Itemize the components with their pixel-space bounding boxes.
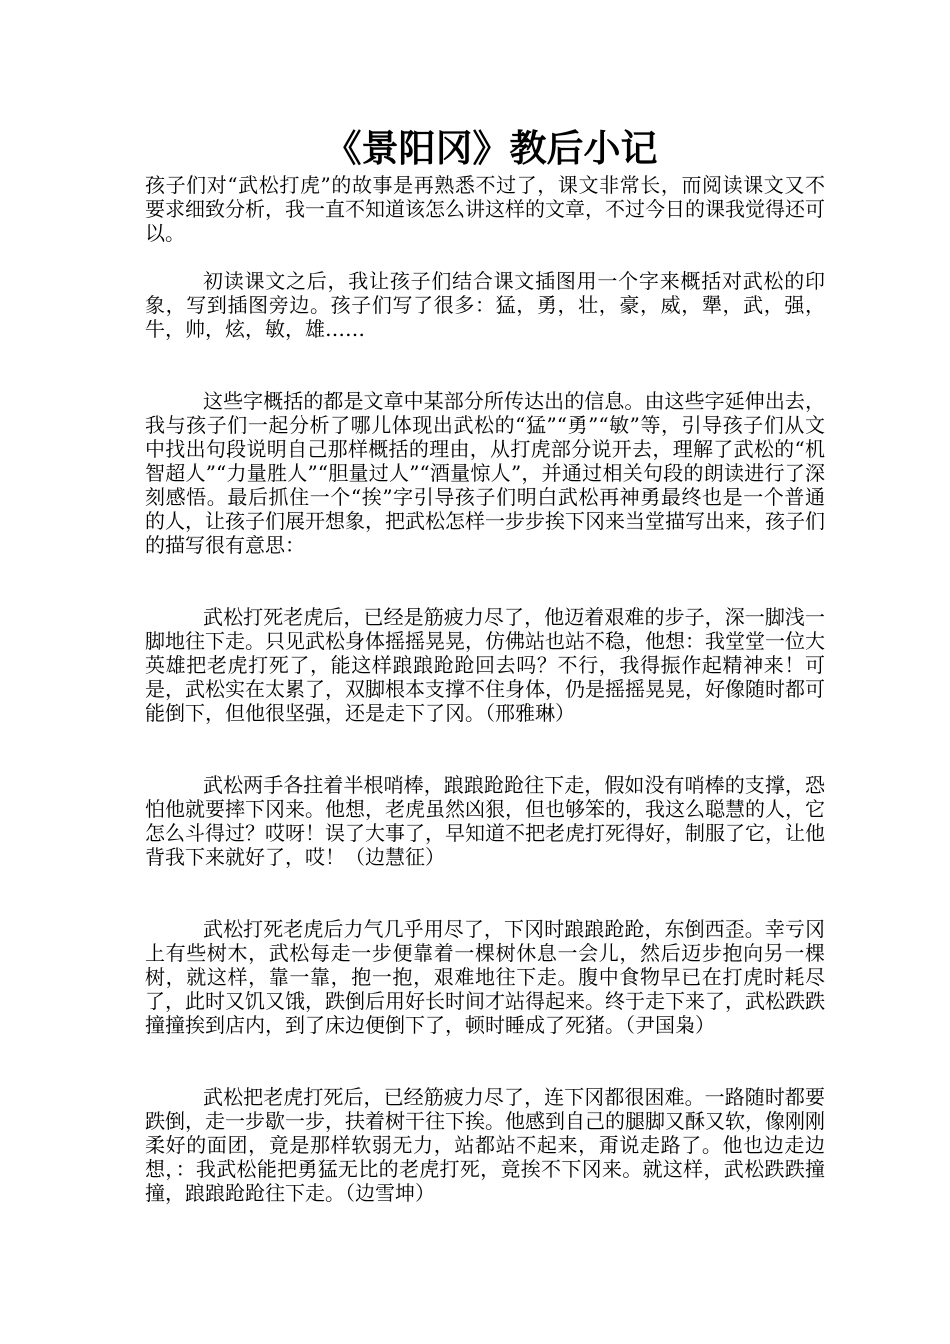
paragraph-student-writing-4: 武松把老虎打死后，已经筋疲力尽了，连下冈都很困难。一路随时都要跌倒，走一步歇一步，扶着树干往下挨。他感到自己的腿脚又酥又软，像刚刚柔好的面团，竟是那样软弱无力，站都站不起来，甭说走路了。他也边走边想，：我武松能把勇猛无比的老虎打死，竟挨不下冈来。就这样，武松跌跌撞撞，踉踉跄跄往下走。（边雪坤）: [145, 1085, 825, 1205]
paragraph-intro: 孩子们对“武松打虎”的故事是再熟悉不过了，课文非常长，而阅读课文又不要求细致分析，我一直不知道该怎么讲这样的文章，不过今日的课我觉得还可以。: [145, 173, 825, 245]
paragraph-analysis: 这些字概括的都是文章中某部分所传达出的信息。由这些字延伸出去，我与孩子们一起分析了哪儿体现出武松的“猛”“勇”“敏”等，引导孩子们从文中找出句段说明自己那样概括的理由，从打虎部分说开去，理解了武松的“机智超人”“力量胜人”“胆量过人”“酒量惊人”，并通过相关句段的朗读进行了深刻感悟。最后抓住一个“挨”字引导孩子们明白武松再神勇最终也是一个普通的人，让孩子们展开想象，把武松怎样一步步挨下冈来当堂描写出来，孩子们的描写很有意思：: [145, 389, 825, 557]
paragraph-student-writing-1: 武松打死老虎后，已经是筋疲力尽了，他迈着艰难的步子，深一脚浅一脚地往下走。只见武松身体摇摇晃晃，仿佛站也站不稳，他想：我堂堂一位大英雄把老虎打死了，能这样踉踉跄跄回去吗？不行，我得振作起精神来！可是，武松实在太累了，双脚根本支撑不住身体，仍是摇摇晃晃，好像随时都可能倒下，但他很坚强，还是走下了冈。（邢雅琳）: [145, 605, 825, 725]
document-page: [145, 125, 825, 1253]
document-title: 《景阳冈》教后小记: [324, 127, 658, 170]
paragraph-student-writing-2: 武松两手各拄着半根哨棒，踉踉跄跄往下走，假如没有哨棒的支撑，恐怕他就要摔下冈来。他想，老虎虽然凶狠，但也够笨的，我这么聪慧的人，它怎么斗得过？哎呀！误了大事了，早知道不把老虎打死得好，制服了它，让他背我下来就好了，哎！（边慧征）: [145, 773, 825, 869]
paragraph-student-writing-3: 武松打死老虎后力气几乎用尽了，下冈时踉踉跄跄，东倒西歪。幸亏冈上有些树木，武松每走一步便靠着一棵树休息一会儿，然后迈步抱向另一棵树，就这样，靠一靠，抱一抱，艰难地往下走。腹中食物早已在打虎时耗尽了，此时又饥又饿，跌倒后用好长时间才站得起来。终于走下来了，武松跌跌撞撞挨到店内，到了床边便倒下了，顿时睡成了死猪。（尹国枭）: [145, 917, 825, 1037]
paragraph-first-reading: 初读课文之后，我让孩子们结合课文插图用一个字来概括对武松的印象，写到插图旁边。孩子们写了很多：猛，勇，壮，豪，威，犟，武，强，牛，帅，炫，敏，雄……: [145, 269, 825, 341]
